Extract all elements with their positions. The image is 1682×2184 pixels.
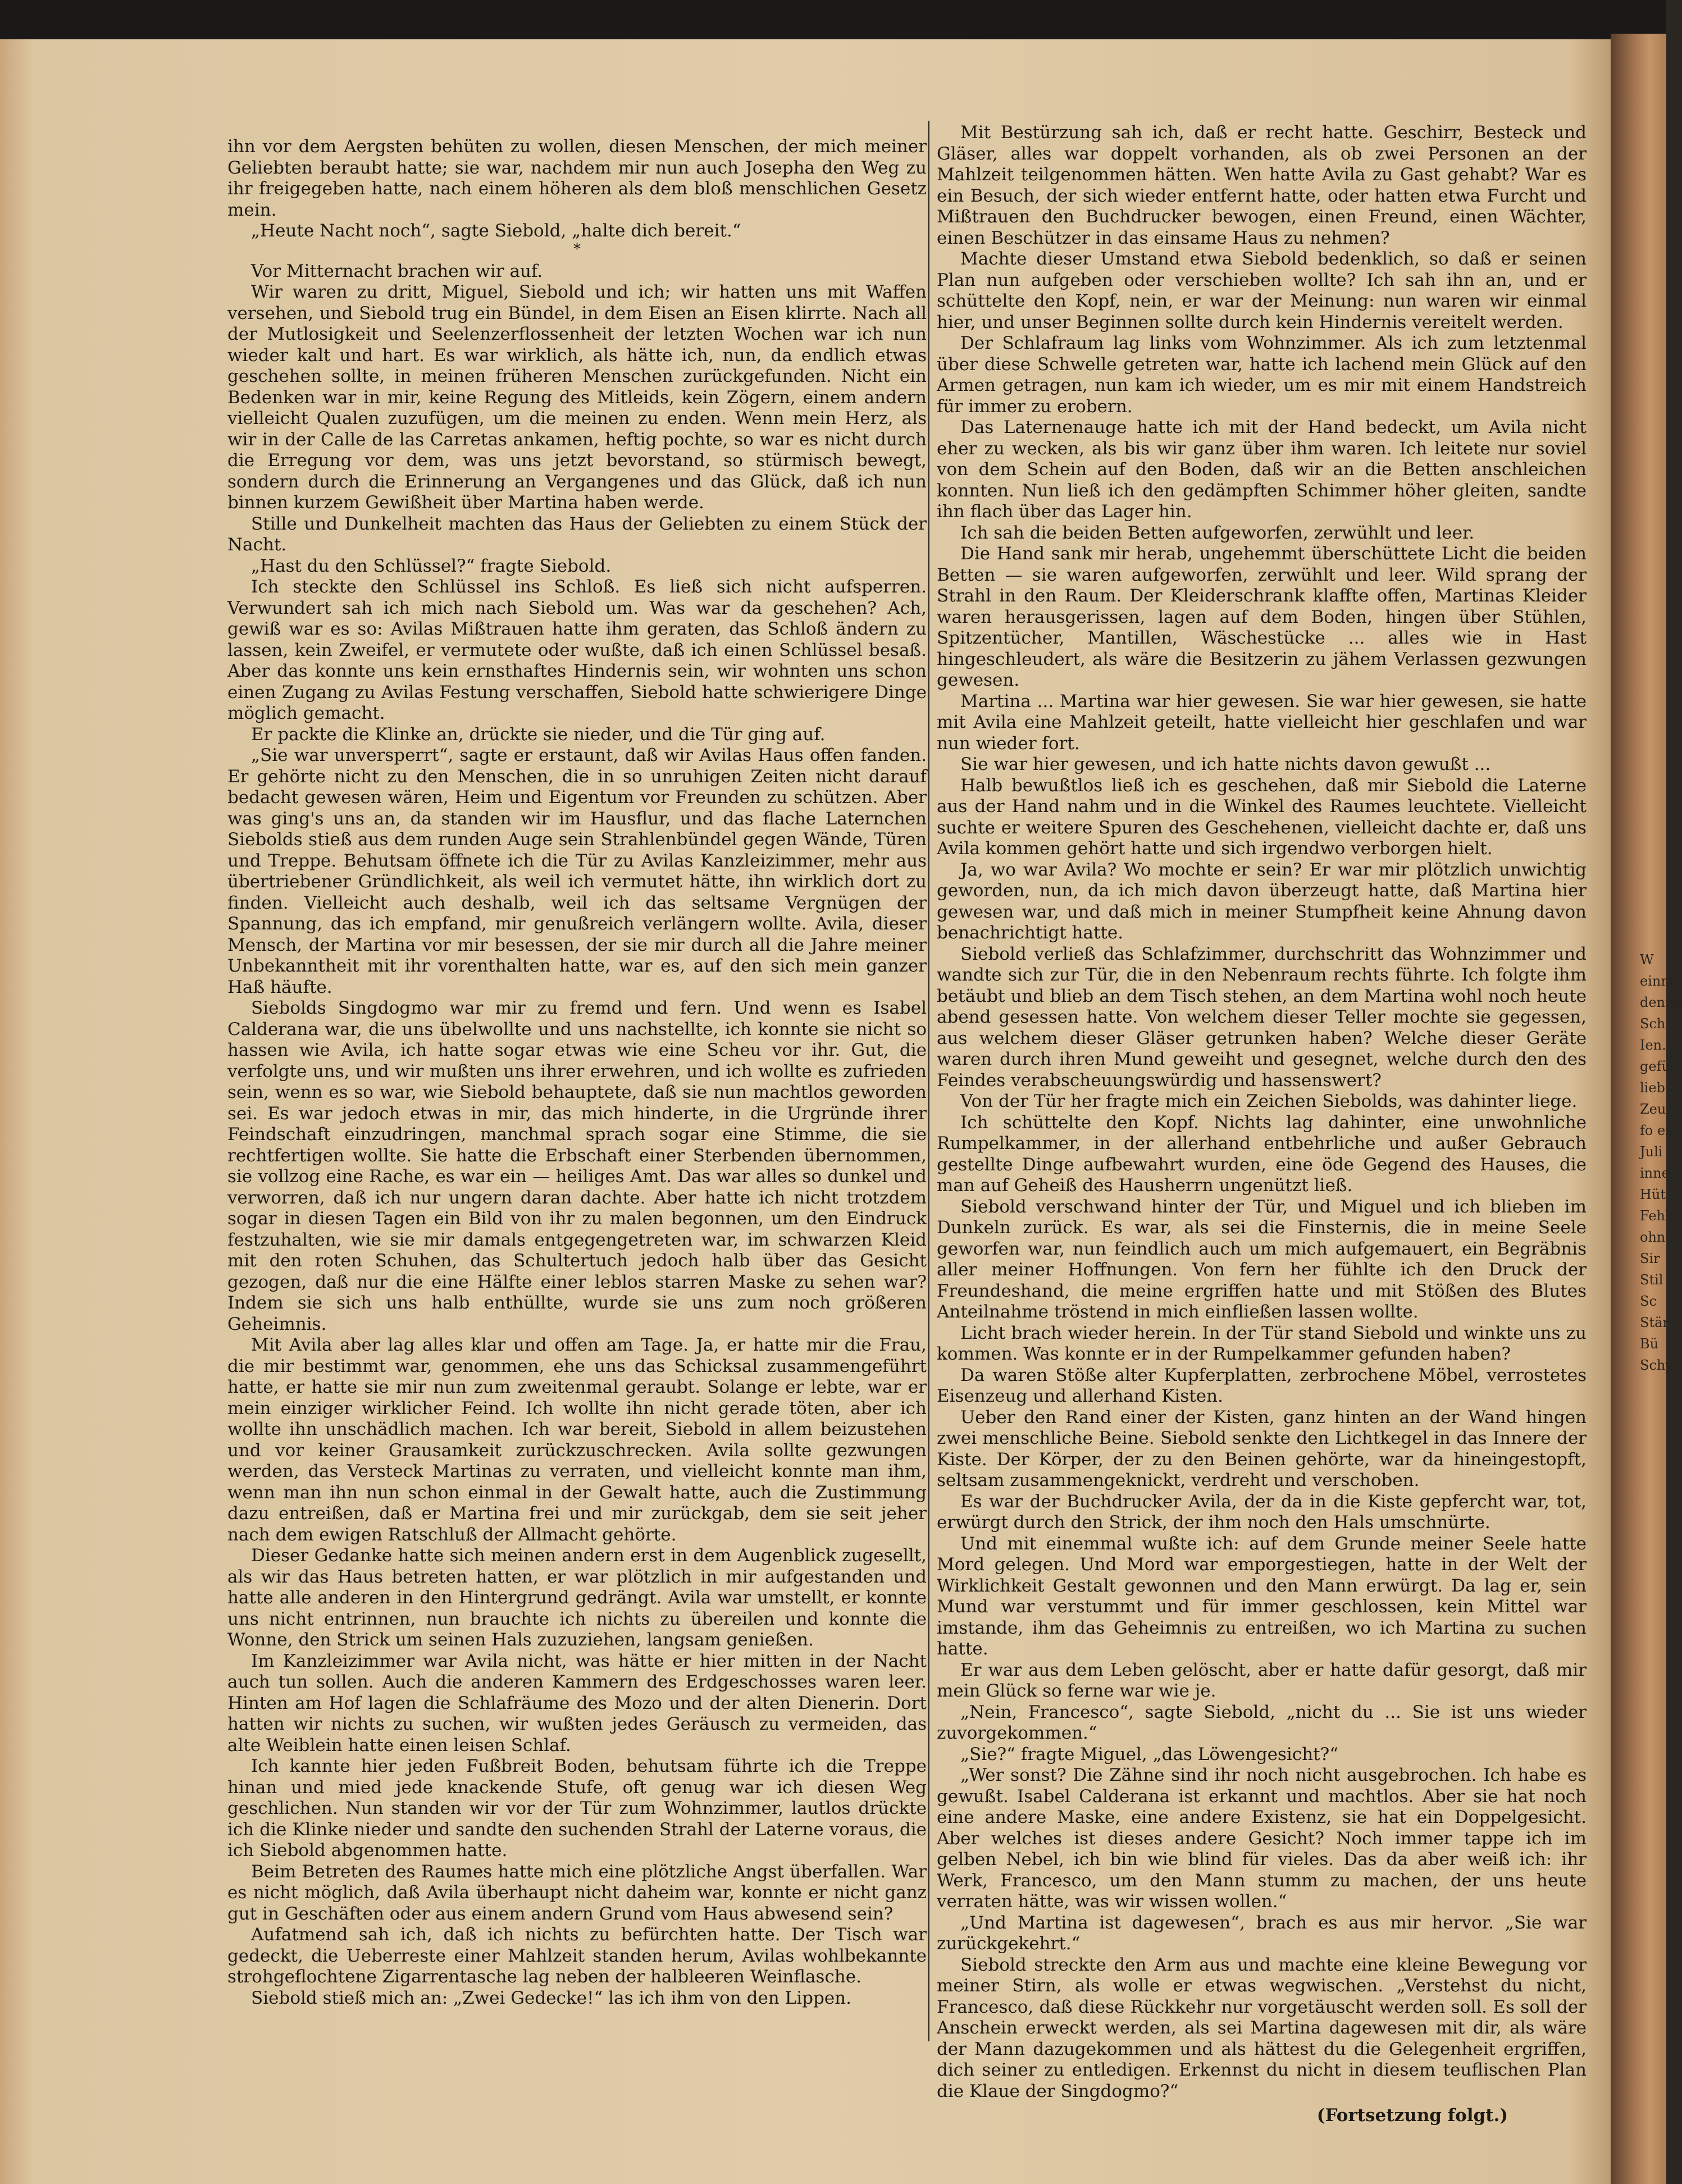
paragraph: Siebold verließ das Schlafzimmer, durchschritt das Wohnzimmer und wandte sich zur Tür, die in den Nebenraum rechts führte. Ich folgte ihm betäubt und blieb an dem Tisch stehen, an dem Martina wohl noch heute abend gesessen hatte. Von welchem dieser Teller mochte sie gegessen, aus welchem dieser Gläser getrunken haben? Welche dieser Geräte waren durch ihren Mund geweiht und gesegnet, welche durch den des Feindes verabscheuungswürdig und hassenswert?: [937, 943, 1587, 1091]
adjacent-page-text: Bü: [1640, 1336, 1659, 1352]
paragraph: Und mit einemmal wußte ich: auf dem Grunde meiner Seele hatte Mord gelegen. Und Mord war emporgestiegen, hatte in der Welt der Wirklichkeit Gestalt gewonnen und den Mann erwürgt. Da lag er, sein Mund war verstummt und für immer geschlossen, kein Mittel war imstande, ihm das Geheimnis zu entreißen, wo ich Martina zu suchen hatte.: [937, 1533, 1587, 1659]
paragraph: Machte dieser Umstand etwa Siebold bedenklich, so daß er seinen Plan nun aufgeben oder verschieben wollte? Ich sah ihn an, und er schüttelte den Kopf, nein, er war der Meinung: nun waren wir einmal hier, und unser Beginnen sollte durch kein Hindernis vereitelt werden.: [937, 249, 1587, 332]
paragraph: „Nein, Francesco“, sagte Siebold, „nicht du ... Sie ist uns wieder zuvorgekommen.“: [937, 1702, 1587, 1743]
article-column-right: [937, 122, 1587, 2127]
adjacent-page-text: W: [1640, 952, 1654, 968]
paragraph: Von der Tür her fragte mich ein Zeichen Siebolds, was dahinter liege.: [960, 1091, 1578, 1111]
paragraph: Mit Bestürzung sah ich, daß er recht hatte. Geschirr, Besteck und Gläser, alles war doppelt vorhanden, als ob zwei Personen an der Mahlzeit teilgenommen hätten. Wen hatte Avila zu Gast gehabt? War es ein Besuch, der sich wieder entfernt hatte, oder hatten etwa Furcht und Mißtrauen den Buchdrucker bewogen, einen Freund, einen Wächter, einen Beschützer in das einsame Haus zu nehmen?: [937, 122, 1587, 248]
adjacent-page-text: einm: [1640, 973, 1674, 989]
paragraph: Im Kanzleizimmer war Avila nicht, was hätte er hier mitten in der Nacht auch tun sollen. Auch die anderen Kammern des Erdgeschosses waren leer. Hinten am Hof lagen die Schlafräume des Mozo und der alten Dienerin. Dort hatten wir nichts zu suchen, wir wußten jedes Geräusch zu vermeiden, das alte Weiblein hatte einen leisen Schlaf.: [227, 1650, 927, 1756]
paragraph: Siebold streckte den Arm aus und machte eine kleine Bewegung vor meiner Stirn, als wolle er etwas wegwischen. „Verstehst du nicht, Francesco, daß diese Rückkehr nur vorgetäuscht werden soll. Es soll der Anschein erweckt werden, als sei Martina dagewesen mit dir, als wäre der Mann dazugekommen und als hättest du die Gelegenheit ergriffen, dich seiner zu entledigen. Erkennst du nicht in diesem teuflischen Plan die Klaue der Singdogmo?“: [937, 1954, 1587, 2101]
adjacent-page-text: Sir: [1640, 1251, 1660, 1266]
paragraph: Beim Betreten des Raumes hatte mich eine plötzliche Angst überfallen. War es nicht möglich, daß Avila überhaupt nicht daheim war, konnte er nicht ganz gut in Geschäften oder aus einem andern Grund vom Haus abwesend sein?: [227, 1861, 927, 1924]
adjacent-page-text: Ien.: [1640, 1037, 1666, 1053]
paragraph: „Sie?“ fragte Miguel, „das Löwengesicht?“: [960, 1744, 1339, 1764]
adjacent-page-text: Juli: [1640, 1144, 1663, 1160]
paragraph: Halb bewußtlos ließ ich es geschehen, daß mir Siebold die Laterne aus der Hand nahm und in die Winkel des Raumes leuchtete. Vielleicht suchte er weitere Spuren des Geschehenen, vielleicht dachte er, daß uns Avila kommen gehört hatte und sich irgendwo verborgen hielt.: [937, 775, 1587, 859]
adjacent-page-text: Fehl: [1640, 1208, 1670, 1224]
adjacent-page-fragment: [1640, 949, 1682, 1763]
paragraph: Da waren Stöße alter Kupferplatten, zerbrochene Möbel, verrostetes Eisenzeug und allerhand Kisten.: [937, 1365, 1587, 1406]
paragraph: Vor Mitternacht brachen wir auf.: [251, 261, 543, 281]
paragraph: ihn vor dem Aergsten behüten zu wollen, diesen Menschen, der mich meiner Geliebten beraubt hatte; sie war, nachdem mir nun auch Josepha den Weg zu ihr freigegeben hatte, nach einem höheren als dem bloß menschlichen Gesetz mein.: [227, 136, 927, 220]
paragraph: Aufatmend sah ich, daß ich nichts zu befürchten hatte. Der Tisch war gedeckt, die Ueberreste einer Mahlzeit standen herum, Avilas wohlbekannte strohgeflochtene Zigarrentasche lag neben der halbleeren Weinflasche.: [227, 1925, 927, 1987]
adjacent-page-text: fo ei: [1640, 1123, 1670, 1138]
paragraph: Sie war hier gewesen, und ich hatte nichts davon gewußt ...: [960, 754, 1491, 774]
paragraph: „Hast du den Schlüssel?“ fragte Siebold.: [251, 555, 612, 576]
paragraph: Der Schlafraum lag links vom Wohnzimmer. Als ich zum letztenmal über diese Schwelle getreten war, hatte ich lachend mein Glück auf den Armen getragen, nun kam ich wieder, um es mir mit einem Handstreich für immer zu erobern.: [937, 333, 1587, 417]
scan-top-edge: [0, 0, 1666, 39]
paragraph: Er packte die Klinke an, drückte sie nieder, und die Tür ging auf.: [251, 724, 826, 745]
paragraph: Stille und Dunkelheit machten das Haus der Geliebten zu einem Stück der Nacht.: [227, 513, 927, 555]
paragraph: Ich sah die beiden Betten aufgeworfen, zerwühlt und leer.: [960, 522, 1475, 543]
adjacent-page-text: Sc: [1640, 1293, 1657, 1309]
adjacent-page-text: Stil: [1640, 1272, 1663, 1288]
adjacent-page-text: Hüt: [1640, 1187, 1666, 1202]
paragraph: Dieser Gedanke hatte sich meinen andern erst in dem Augenblick zugesellt, als wir das Haus betreten hatten, er war plötzlich in mir aufgestanden und hatte alle anderen in den Hintergrund gedrängt. Avila war umstellt, er konnte uns nicht entrinnen, nun brauchte ich nichts zu übereilen und konnte die Wonne, den Strick um seinen Hals zuzuziehen, langsam genießen.: [227, 1545, 927, 1650]
paragraph: „Wer sonst? Die Zähne sind ihr noch nicht ausgebrochen. Ich habe es gewußt. Isabel Calderana ist erkannt und machtlos. Aber sie hat noch eine andere Maske, eine andere Existenz, sie hat ein Doppelgesicht. Aber welches ist dieses andere Gesicht? Noch immer tappe ich im gelben Nebel, ich bin wie blind für vieles. Das da aber weiß ich: ihr Werk, Francesco, um den Mann stumm zu machen, der uns heute verraten hätte, was wir wissen wollen.“: [937, 1765, 1587, 1912]
paragraph: Ja, wo war Avila? Wo mochte er sein? Er war mir plötzlich unwichtig geworden, nun, da ich mich davon überzeugt hatte, daß Martina hier gewesen war, und daß mich in meiner Stumpfheit keine Ahnung davon benachrichtigt hatte.: [937, 859, 1587, 943]
column-divider: [928, 121, 929, 2041]
paragraph: „Und Martina ist dagewesen“, brach es aus mir hervor. „Sie war zurückgekehrt.“: [937, 1912, 1587, 1954]
adjacent-page-text: Zeu: [1640, 1101, 1666, 1117]
paragraph: Siebolds Singdogmo war mir zu fremd und fern. Und wenn es Isabel Calderana war, die uns übelwollte und uns nachstellte, ich konnte sie nicht so hassen wie Avila, ich hatte sogar etwas wie eine Scheu vor ihr. Gut, die verfolgte uns, und wir mußten uns ihrer erwehren, und ich wollte es zufrieden sein, wenn es so war, wie Siebold behauptete, daß sie nun machtlos geworden sei. Es war jedoch etwas in mir, das mich hinderte, in die Urgründe ihrer Feindschaft einzudringen, manchmal sprach sogar eine Stimme, die sie rechtfertigen wollte. Sie hatte die Erbschaft einer Sterbenden übernommen, sie vollzog eine Rache, es war ein — heiliges Amt. Das war alles so dunkel und verworren, daß ich nur ungern daran dachte. Aber hatte ich nicht trotzdem sogar in diesen Tagen ein Bild von ihr zu malen begonnen, um den Eindruck festzuhalten, wie sie mir damals entgegengetreten war, im schwarzen Kleid mit den roten Schuhen, das Schultertuch jedoch halb über das Gesicht gezogen, daß nur die eine Hälfte einer leblos starren Maske zu sehen war? Indem sie sich uns halb enthüllte, wurde sie uns zum noch größeren Geheimnis.: [227, 998, 927, 1334]
paragraph: Ueber den Rand einer der Kisten, ganz hinten an der Wand hingen zwei menschliche Beine. Siebold senkte den Lichtkegel in das Innere der Kiste. Der Körper, der zu den Beinen gehörte, war da hineingestopft, seltsam zusammengeknickt, verdreht und verschoben.: [937, 1407, 1587, 1490]
paragraph: Die Hand sank mir herab, ungehemmt überschüttete Licht die beiden Betten — sie waren aufgeworfen, zerwühlt und leer. Wild sprang der Strahl in den Raum. Der Kleiderschrank klaffte offen, Martinas Kleider waren herausgerissen, lagen auf dem Boden, hingen über Stühlen, Spitzentücher, Mantillen, Wäschestücke ... alles wie in Hast hingeschleudert, als wäre die Besitzerin zu jähem Verlassen gezwungen gewesen.: [937, 544, 1587, 690]
paragraph: „Heute Nacht noch“, sagte Siebold, „halte dich bereit.“: [251, 221, 741, 241]
paragraph: Siebold stieß mich an: „Zwei Gedecke!“ las ich ihm von den Lippen.: [251, 1987, 851, 2008]
adjacent-page-text: lieb: [1640, 1080, 1665, 1096]
paragraph: Es war der Buchdrucker Avila, der da in die Kiste gepfercht war, tot, erwürgt durch den Strick, der ihm noch den Hals umschnürte.: [937, 1491, 1587, 1533]
adjacent-page-text: Stär: [1640, 1315, 1669, 1330]
adjacent-page-text: Schy: [1640, 1357, 1673, 1373]
paragraph: Ich schüttelte den Kopf. Nichts lag dahinter, eine unwohnliche Rumpelkammer, in der allerhand entbehrliche und außer Gebrauch gestellte Dinge aufbewahrt wurden, eine öde Gegend des Hauses, die man auf Geheiß des Hausherrn ungenützt ließ.: [937, 1112, 1587, 1196]
adjacent-page-text: ohn: [1640, 1229, 1666, 1245]
article-column-left: [227, 136, 927, 2009]
paragraph: Er war aus dem Leben gelöscht, aber er hatte dafür gesorgt, daß mir mein Glück so ferne war wie je.: [937, 1659, 1587, 1701]
paragraph: Das Laternenauge hatte ich mit der Hand bedeckt, um Avila nicht eher zu wecken, als bis wir ganz über ihm waren. Ich leitete nur soviel von dem Schein auf den Boden, daß wir an die Betten anschleichen konnten. Nun ließ ich den gedämpften Schimmer höher gleiten, sandte ihn flach über das Lager hin.: [937, 417, 1587, 522]
paragraph: Ich kannte hier jeden Fußbreit Boden, behutsam führte ich die Treppe hinan und mied jede knackende Stufe, oft genug war ich diesen Weg geschlichen. Nun standen wir vor der Tür zum Wohnzimmer, lautlos drückte ich die Klinke nieder und sandte den suchenden Strahl der Laterne voraus, die ich Siebold abgenommen hatte.: [227, 1756, 927, 1861]
paragraph: Siebold verschwand hinter der Tür, und Miguel und ich blieben im Dunkeln zurück. Es war, als sei die Finsternis, die in meine Seele geworfen war, nun feindlich auch um mich aufgemauert, ein Begräbnis aller meiner Hoffnungen. Von fern her fühlte ich den Druck der Freundeshand, die meine ergriffen hatte und mit Stößen des Blutes Anteilnahme tröstend in mich einfließen lassen wollte.: [937, 1196, 1587, 1322]
paragraph: Licht brach wieder herein. In der Tür stand Siebold und winkte uns zu kommen. Was konnte er in der Rumpelkammer gefunden haben?: [937, 1323, 1587, 1364]
paragraph: Mit Avila aber lag alles klar und offen am Tage. Ja, er hatte mir die Frau, die mir bestimmt war, genommen, ehe uns das Schicksal zusammengeführt hatte, er hatte sie mir nun zum zweitenmal geraubt. Solange er lebte, war er mein einziger wirklicher Feind. Ich wollte ihn nicht gerade töten, aber ich wollte ihn unschädlich machen. Ich war bereit, Siebold in allem beizustehen und vor keiner Grausamkeit zurückzuschrecken. Avila sollte gezwungen werden, das Versteck Martinas zu verraten, und vielleicht konnte man ihm, wenn man ihn nun schon einmal in der Gewalt hatte, auch die Zustimmung dazu entreißen, daß er Martina frei und mir zurückgab, dem sie seit jeher nach dem ewigen Ratschluß der Allmacht gehörte.: [227, 1335, 927, 1545]
paragraph: Ich steckte den Schlüssel ins Schloß. Es ließ sich nicht aufsperren. Verwundert sah ich mich nach Siebold um. Was war da geschehen? Ach, gewiß war es so: Avilas Mißtrauen hatte ihm geraten, das Schloß ändern zu lassen, kein Zweifel, er vermutete oder wußte, daß ich einen Schlüssel besaß. Aber das konnte uns kein ernsthaftes Hindernis sein, wir wohnten uns schon einen Zugang zu Avilas Festung verschaffen, Siebold hatte schwierigere Dinge möglich gemacht.: [227, 577, 927, 723]
adjacent-page-text: inne: [1640, 1165, 1670, 1181]
section-separator: *: [573, 240, 581, 258]
paragraph: Wir waren zu dritt, Miguel, Siebold und ich; wir hatten uns mit Waffen versehen, und Siebold trug ein Bündel, in dem Eisen an Eisen klirrte. Nach all der Mutlosigkeit und Seelenzerflossenheit der letzten Wochen war ich nun wieder kalt und hart. Es war wirklich, als hätte ich, nun, da endlich etwas geschehen sollte, in meinen früheren Menschen zurückgefunden. Nicht ein Bedenken war in mir, keine Regung des Mitleids, kein Zögern, einem andern vielleicht Qualen zuzufügen, um die meinen zu enden. Wenn mein Herz, als wir in der Calle de las Carretas ankamen, heftig pochte, so war es nicht durch die Erregung vor dem, was uns jetzt bevorstand, so stürmisch bewegt, sondern durch die Erinnerung an Vergangenes und das Glück, daß ich nun binnen kurzem Gewißheit über Martina haben werde.: [227, 282, 927, 513]
continued-label: (Fortsetzung folgt.): [1316, 2105, 1508, 2126]
adjacent-page-text: denne: [1640, 995, 1682, 1010]
adjacent-page-text: gefü: [1640, 1059, 1670, 1074]
paragraph: Martina ... Martina war hier gewesen. Sie war hier gewesen, sie hatte mit Avila eine Mahlzeit geteilt, hatte vielleicht hier geschlafen und war nun wieder fort.: [937, 691, 1587, 754]
paragraph: „Sie war unversperrt“, sagte er erstaunt, daß wir Avilas Haus offen fanden. Er gehörte nicht zu den Menschen, die in so unruhigen Zeiten nicht darauf bedacht gewesen wären, Heim und Eigentum vor Freunden zu schützen. Aber was ging's uns an, da standen wir im Hausflur, und das flache Laternchen Siebolds stieß aus dem runden Auge sein Strahlenbündel gegen Wände, Türen und Treppe. Behutsam öffnete ich die Tür zu Avilas Kanzleizimmer, mehr aus übertriebener Gründlichkeit, als weil ich vermutet hätte, ihn wirklich dort zu finden. Vielleicht auch deshalb, weil ich das seltsame Vergnügen der Spannung, das ich empfand, mir genußreich verlängern wollte. Avila, dieser Mensch, der Martina vor mir besessen, der sie mir durch all die Jahre meiner Unbekanntheit mit ihr vorenthalten hatte, war es, auf den sich mein ganzer Haß häufte.: [227, 745, 927, 997]
adjacent-page-text: Sch: [1640, 1016, 1666, 1032]
